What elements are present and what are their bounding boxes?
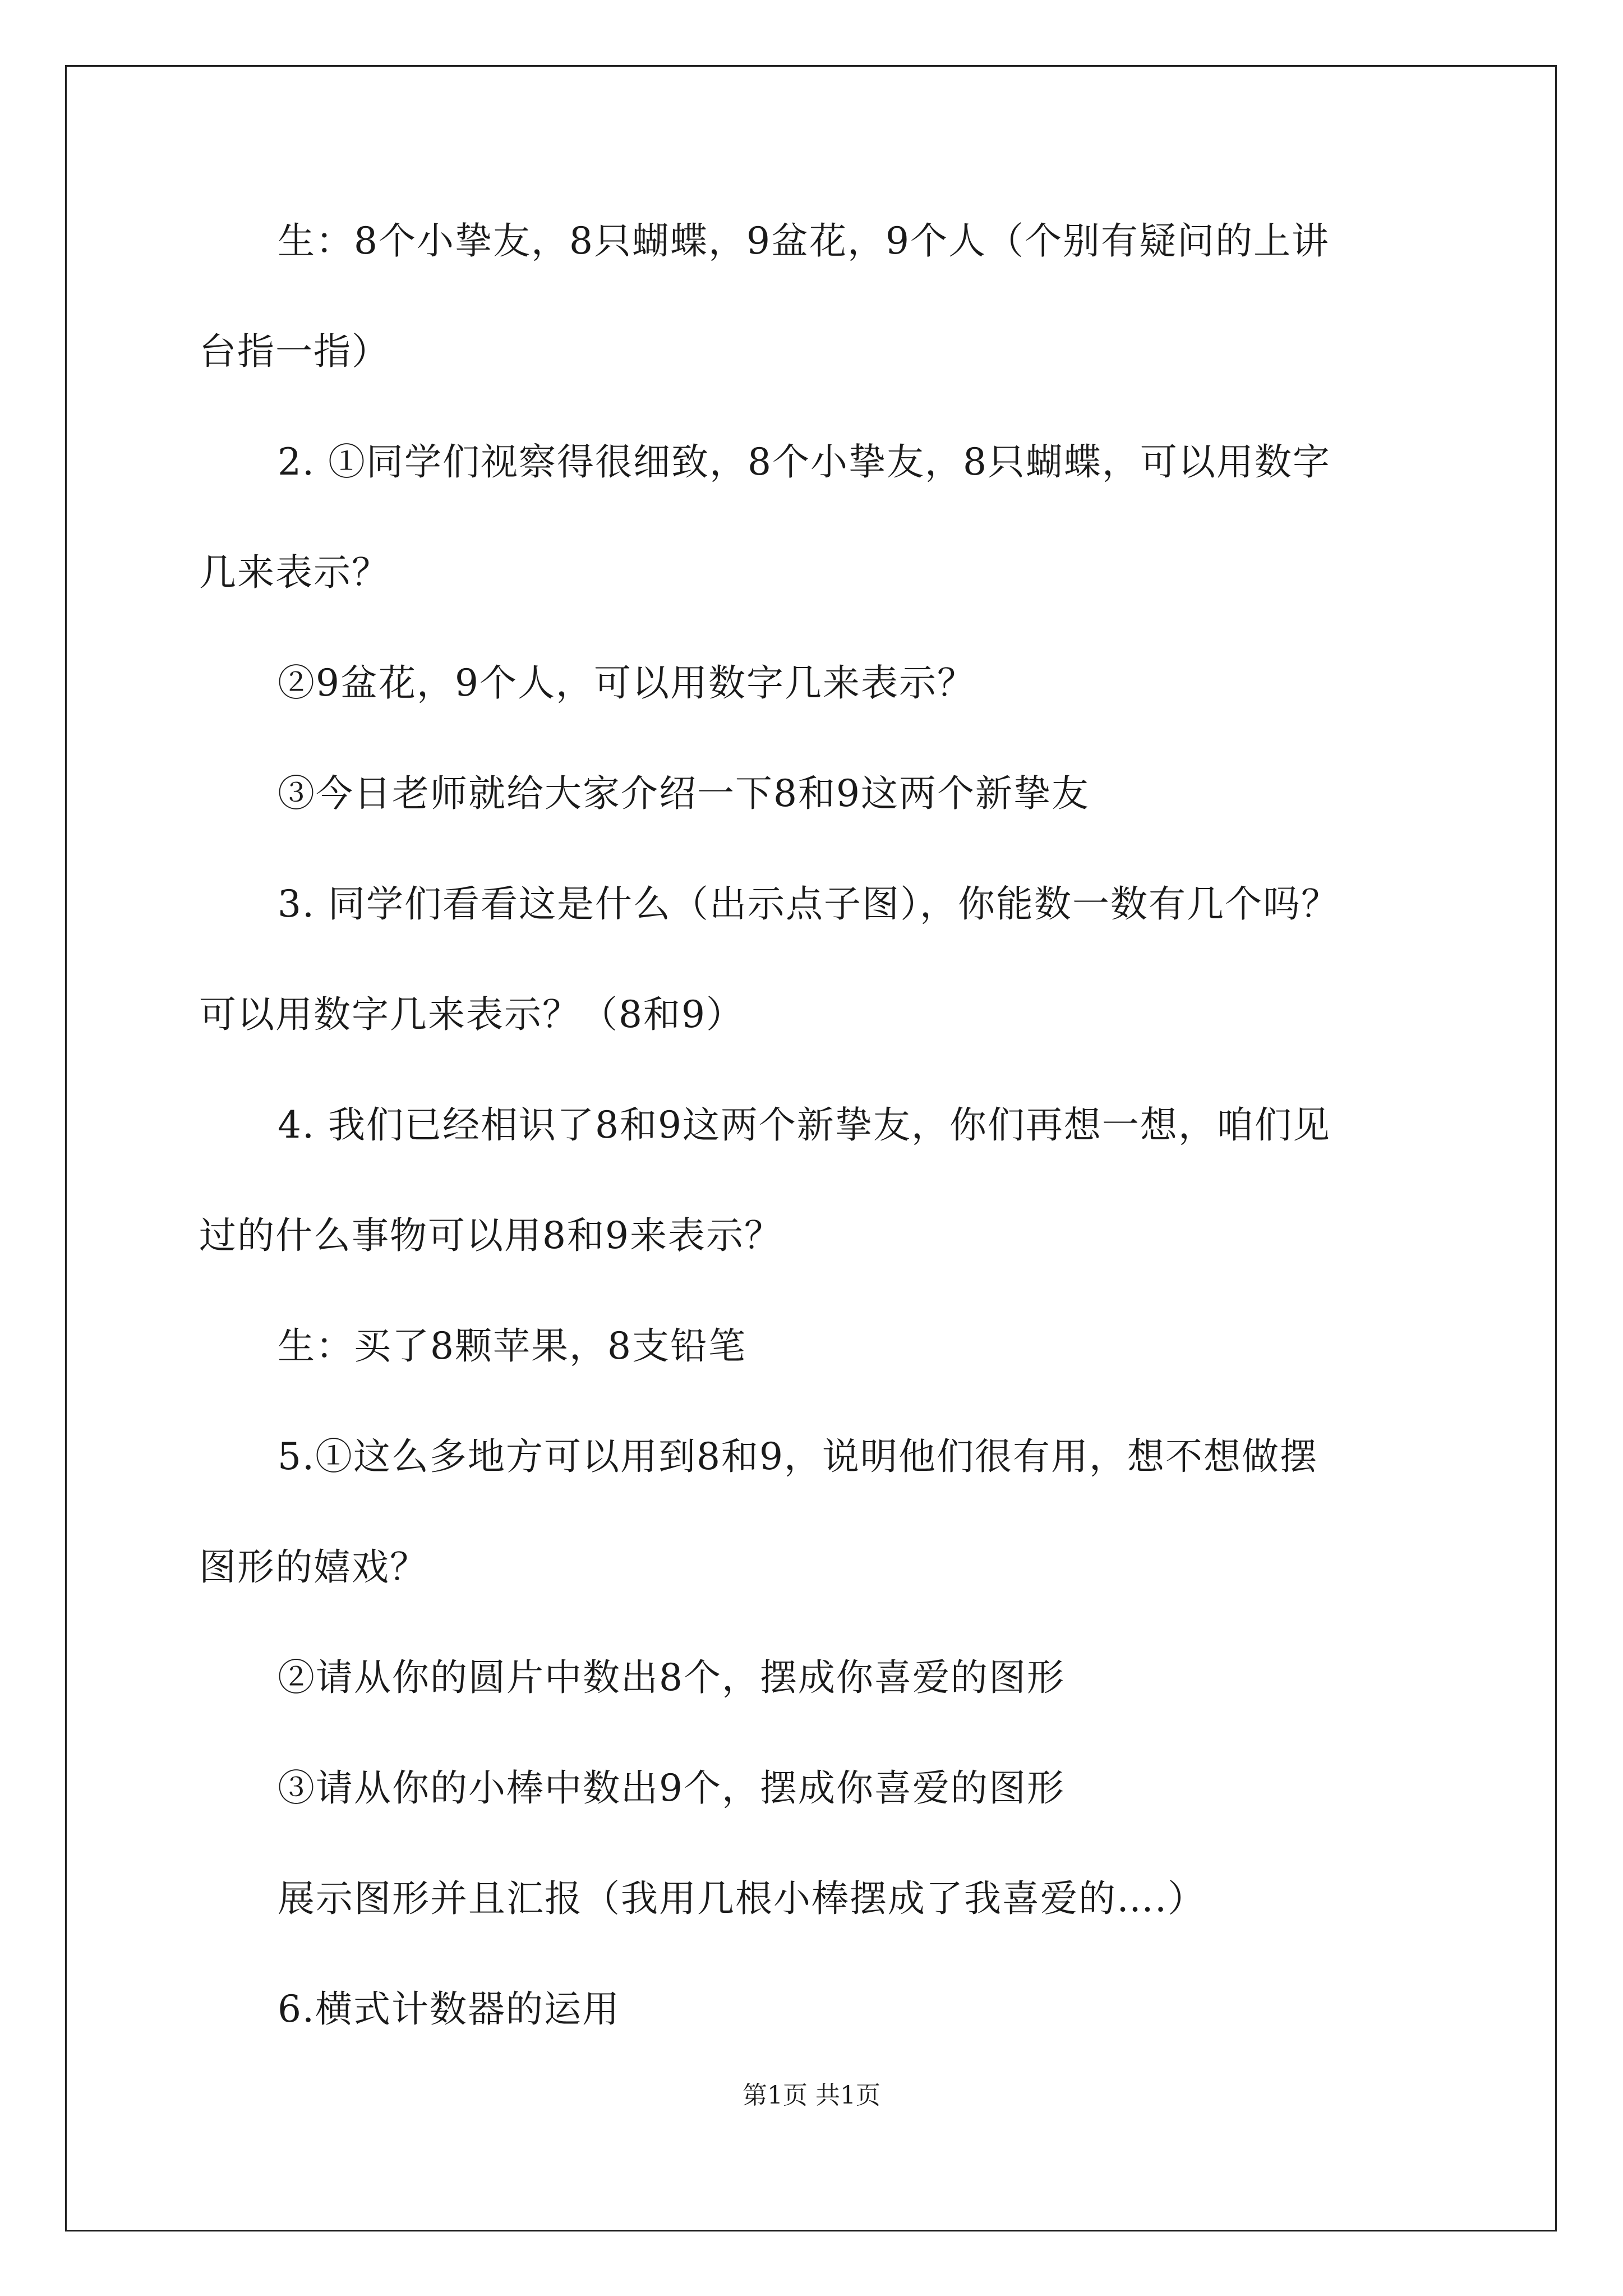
paragraph-line: 3. 同学们看看这是什么（出示点子图），你能数一数有几个吗？ (278, 882, 1339, 926)
paragraph-line: 台指一指） (199, 330, 390, 373)
paragraph-line: 6.横式计数器的运用 (278, 1987, 620, 2031)
paragraph-line: 图形的嬉戏？ (199, 1545, 428, 1589)
paragraph-line: 2. ①同学们视察得很细致，8个小挚友，8只蝴蝶，可以用数字 (278, 440, 1331, 484)
paragraph-line: ③今日老师就给大家介绍一下8和9这两个新挚友 (278, 772, 1090, 815)
paragraph-line: ②9盆花，9个人，可以用数字几来表示？ (278, 661, 975, 705)
paragraph-line: 5.①这么多地方可以用到8和9，说明他们很有用，想不想做摆 (278, 1435, 1318, 1478)
paragraph-line: 几来表示？ (199, 551, 390, 594)
paragraph-line: 展示图形并且汇报（我用几根小棒摆成了我喜爱的….） (278, 1877, 1206, 1920)
paragraph-line: 可以用数字几来表示？（8和9） (199, 993, 744, 1036)
paragraph-line: ②请从你的圆片中数出8个，摆成你喜爱的图形 (278, 1656, 1065, 1699)
paragraph-line: 过的什么事物可以用8和9来表示？ (199, 1214, 782, 1257)
paragraph-line: 生：8个小挚友，8只蝴蝶，9盆花，9个人（个别有疑问的上讲 (278, 219, 1330, 263)
paragraph-line: 4. 我们已经相识了8和9这两个新挚友，你们再想一想，咱们见 (278, 1103, 1331, 1147)
page-footer: 第1页 共1页 (743, 2081, 880, 2110)
paragraph-line: ③请从你的小棒中数出9个，摆成你喜爱的图形 (278, 1766, 1065, 1810)
paragraph-line: 生：买了8颗苹果，8支铅笔 (278, 1324, 746, 1368)
